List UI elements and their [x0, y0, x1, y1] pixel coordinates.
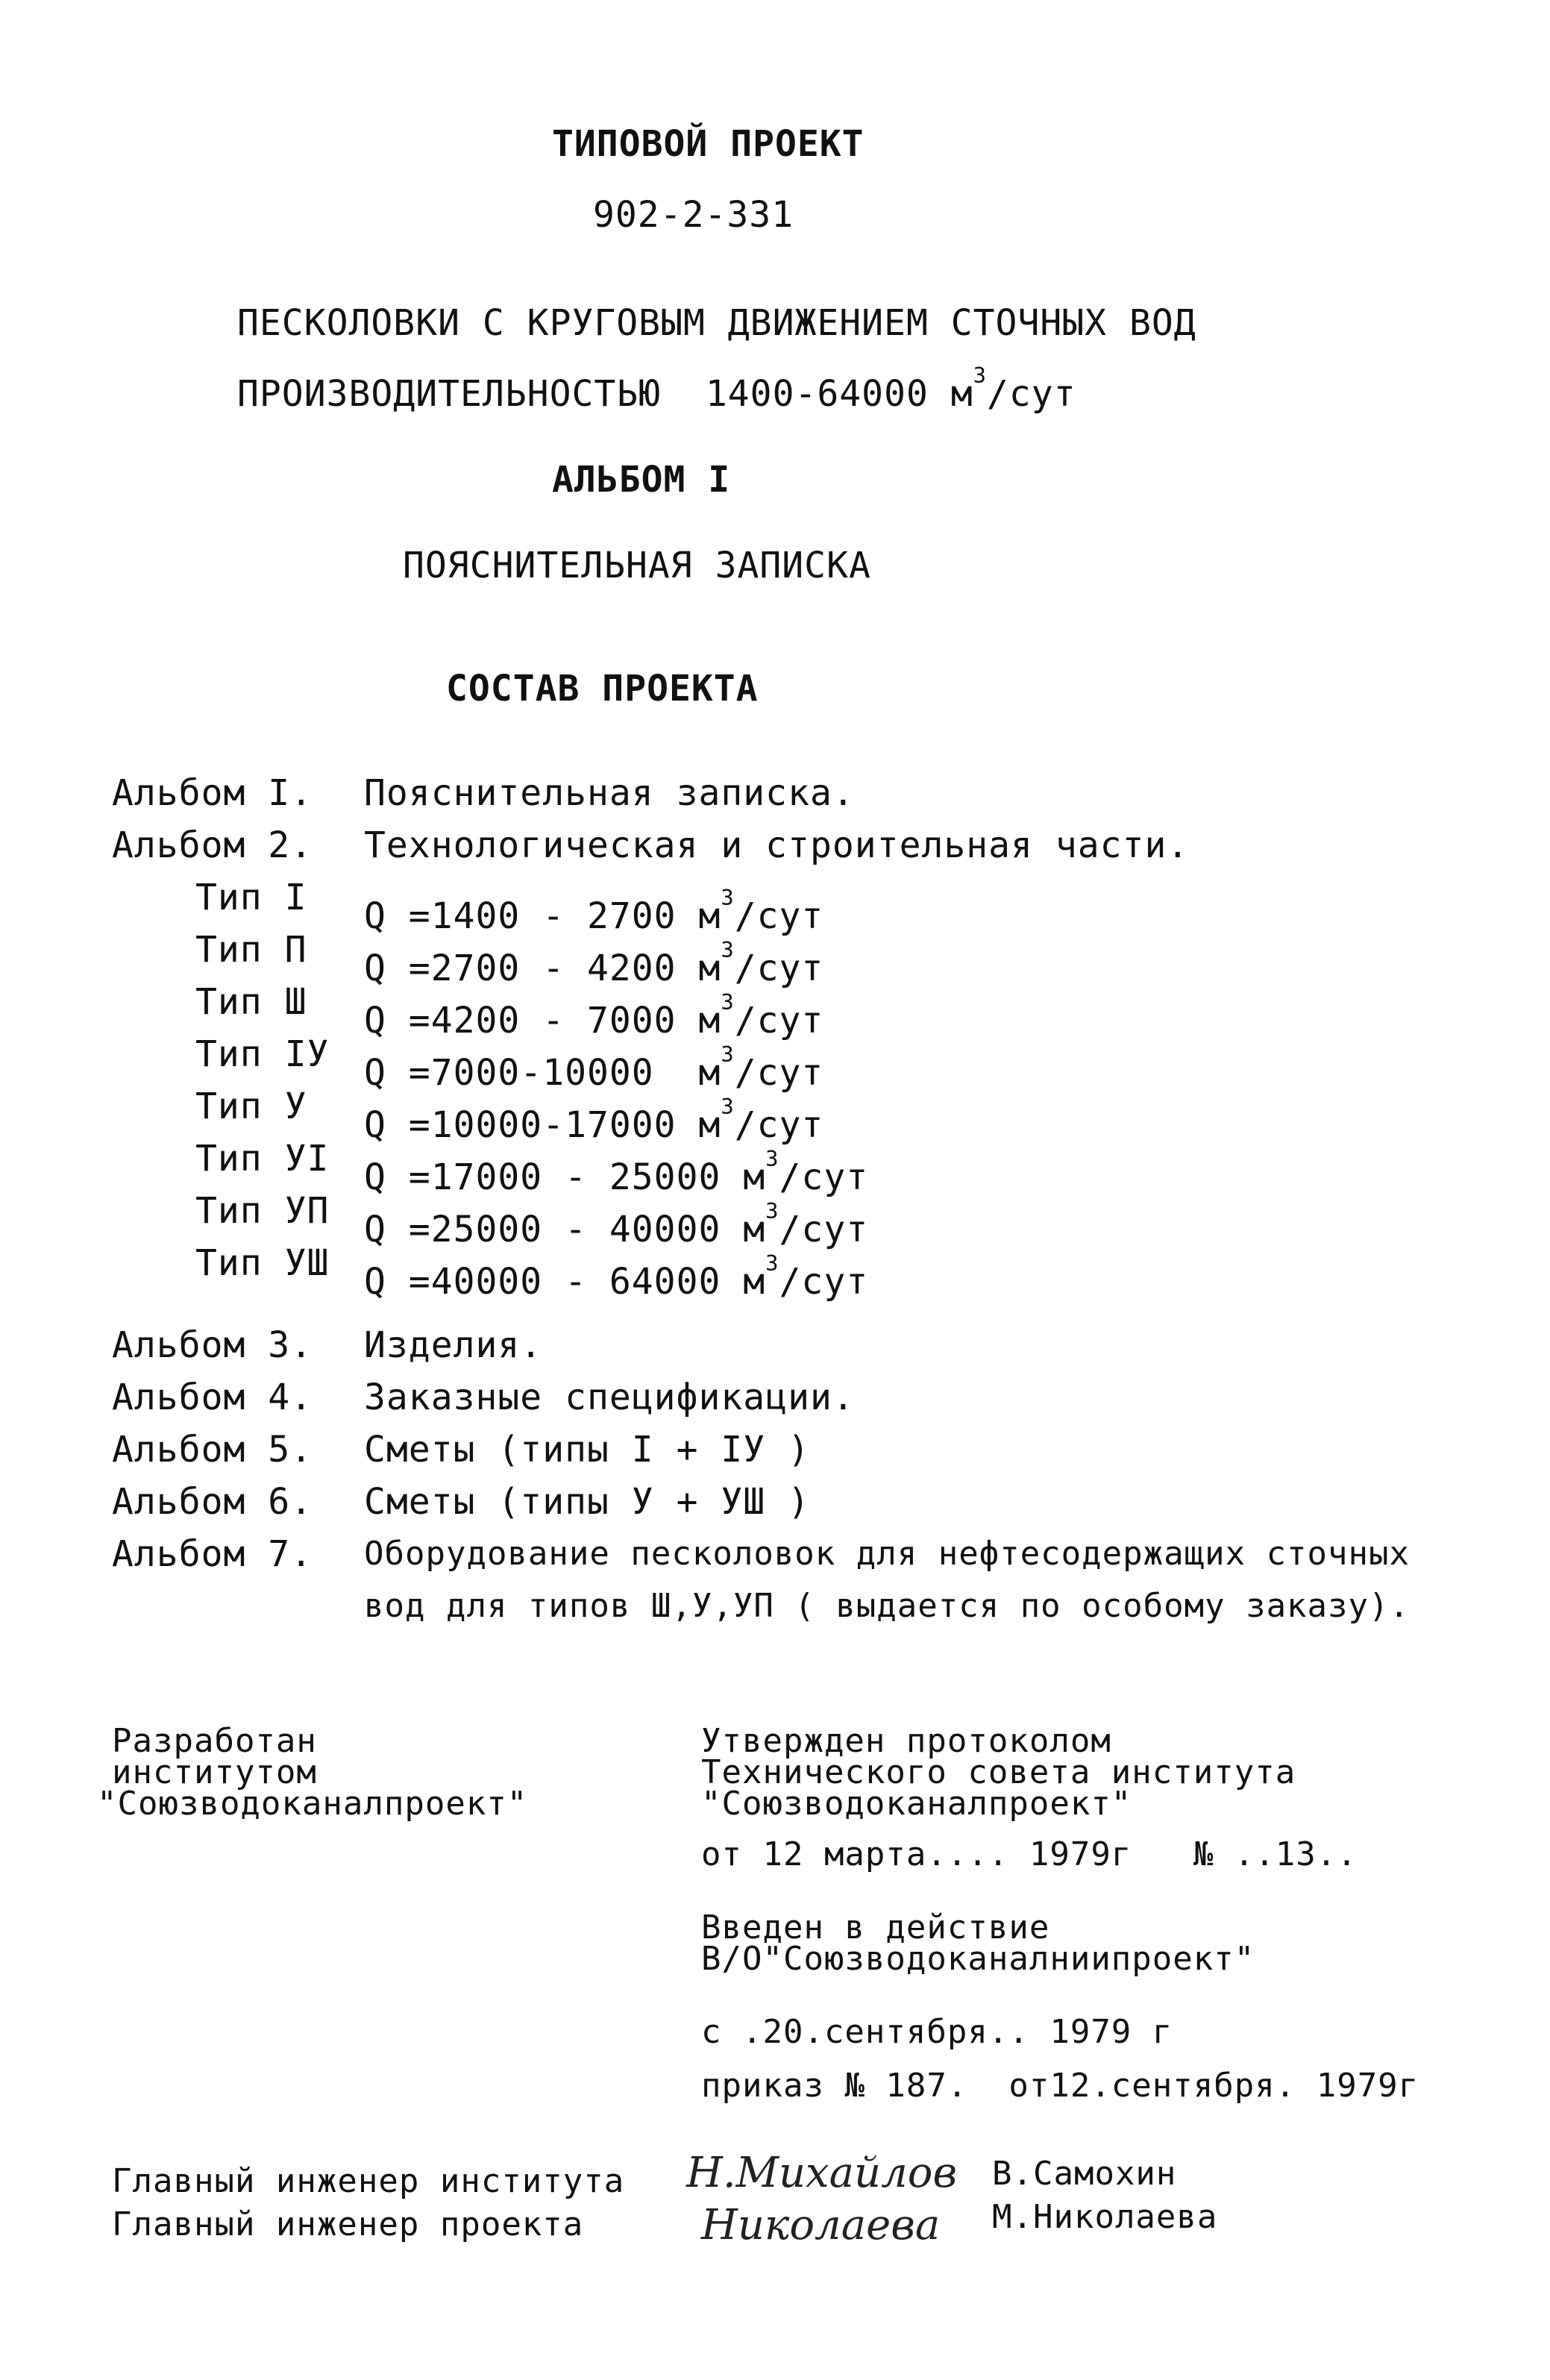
album-text: Сметы (типы I + IУ ): [364, 1429, 810, 1471]
chief-engineer-institute-title: Главный инженер института: [112, 2162, 625, 2200]
title-label: ПРОИЗВОДИТЕЛЬНОСТЬЮ: [237, 372, 662, 415]
developed-line-1: Разработан: [112, 1722, 317, 1760]
enacted-line-3: с .20.сентября.. 1979 г: [701, 2013, 1173, 2051]
doc-number: 902-2-331: [593, 194, 794, 236]
enacted-line-1: Введен в действие: [701, 1908, 1050, 1947]
signature-chief-institute: Н.Михайлов: [686, 2149, 958, 2197]
type-label: Тип Ш: [195, 981, 307, 1023]
type-capacity: Q =10000-17000 $м^3$/сут: [364, 1094, 824, 1146]
approved-line-3: "Союзводоканалпроект": [701, 1785, 1132, 1823]
approved-line-1: Утвержден протоколом: [701, 1722, 1111, 1760]
album-label: Альбом 6.: [112, 1481, 313, 1523]
album-text: Технологическая и строительная части.: [364, 824, 1190, 866]
enacted-line-2: В/О"Союзводоканалниипроект": [701, 1940, 1255, 1978]
title-line-1: ПЕСКОЛОВКИ С КРУГОВЫМ ДВИЖЕНИЕМ СТОЧНЫХ ВОД: [237, 302, 1196, 344]
approved-line-4: от 12 марта.... 1979г № ..13..: [701, 1835, 1358, 1873]
album-text: Заказные спецификации.: [364, 1377, 855, 1418]
type-capacity: Q =1400 - 2700 $м^3$/сут: [364, 885, 824, 937]
album-label: Альбом 2.: [112, 824, 313, 866]
section-title: СОСТАВ ПРОЕКТА: [446, 668, 759, 710]
album-text: Оборудование песколовок для нефтесодержащих сточных: [364, 1535, 1411, 1573]
album-label: Альбом 5.: [112, 1429, 313, 1471]
approved-line-2: Технического совета института: [701, 1753, 1296, 1791]
doc-type: ТИПОВОЙ ПРОЕКТ: [552, 123, 865, 165]
type-capacity: Q =2700 - 4200 $м^3$/сут: [364, 937, 824, 989]
type-label: Тип УП: [195, 1190, 330, 1232]
album-text: Изделия.: [364, 1324, 543, 1366]
type-label: Тип У: [195, 1086, 307, 1127]
album-label: Альбом 7.: [112, 1533, 313, 1575]
chief-engineer-project-title: Главный инженер проекта: [112, 2205, 584, 2243]
enacted-line-4: приказ № 187. от12.сентября. 1979г: [701, 2067, 1419, 2105]
signature-chief-project: Николаева: [701, 2201, 941, 2249]
type-label: Тип УШ: [195, 1242, 330, 1284]
chief-engineer-institute-name: В.Самохин: [992, 2155, 1177, 2193]
capacity-range: 1400-64000 м: [705, 372, 973, 415]
album-number: АЛЬБОМ I: [552, 459, 731, 501]
album-label: Альбом I.: [112, 772, 313, 814]
album-label: Альбом 4.: [112, 1377, 313, 1418]
type-capacity: Q =4200 - 7000 $м^3$/сут: [364, 989, 824, 1042]
developed-line-2: институтом: [112, 1753, 317, 1791]
album-text: Сметы (типы У + УШ ): [364, 1481, 810, 1523]
capacity-unit: /сут: [987, 372, 1076, 415]
type-capacity: Q =7000-10000 $м^3$/сут: [364, 1042, 824, 1094]
album-title: ПОЯСНИТЕЛЬНАЯ ЗАПИСКА: [403, 545, 871, 586]
type-capacity: Q =40000 - 64000 $м^3$/сут: [364, 1250, 869, 1303]
type-label: Тип УI: [195, 1138, 330, 1180]
title-line-2: ПРОИЗВОДИТЕЛЬНОСТЬЮ 1400-64000 $м^3$/сут: [237, 363, 1076, 415]
type-capacity: Q =25000 - 40000 $м^3$/сут: [364, 1198, 869, 1250]
chief-engineer-project-name: М.Николаева: [992, 2198, 1218, 2236]
type-label: Тип I: [195, 877, 307, 918]
album-text: Пояснительная записка.: [364, 772, 855, 814]
developed-line-3: "Союзводоканалпроект": [97, 1785, 528, 1823]
type-label: Тип IУ: [195, 1033, 330, 1075]
type-capacity: Q =17000 - 25000 $м^3$/сут: [364, 1146, 869, 1198]
album-label: Альбом 3.: [112, 1324, 313, 1366]
album-7-continuation: вод для типов Ш,У,УП ( выдается по особому заказу).: [364, 1587, 1411, 1625]
type-label: Тип П: [195, 929, 307, 971]
